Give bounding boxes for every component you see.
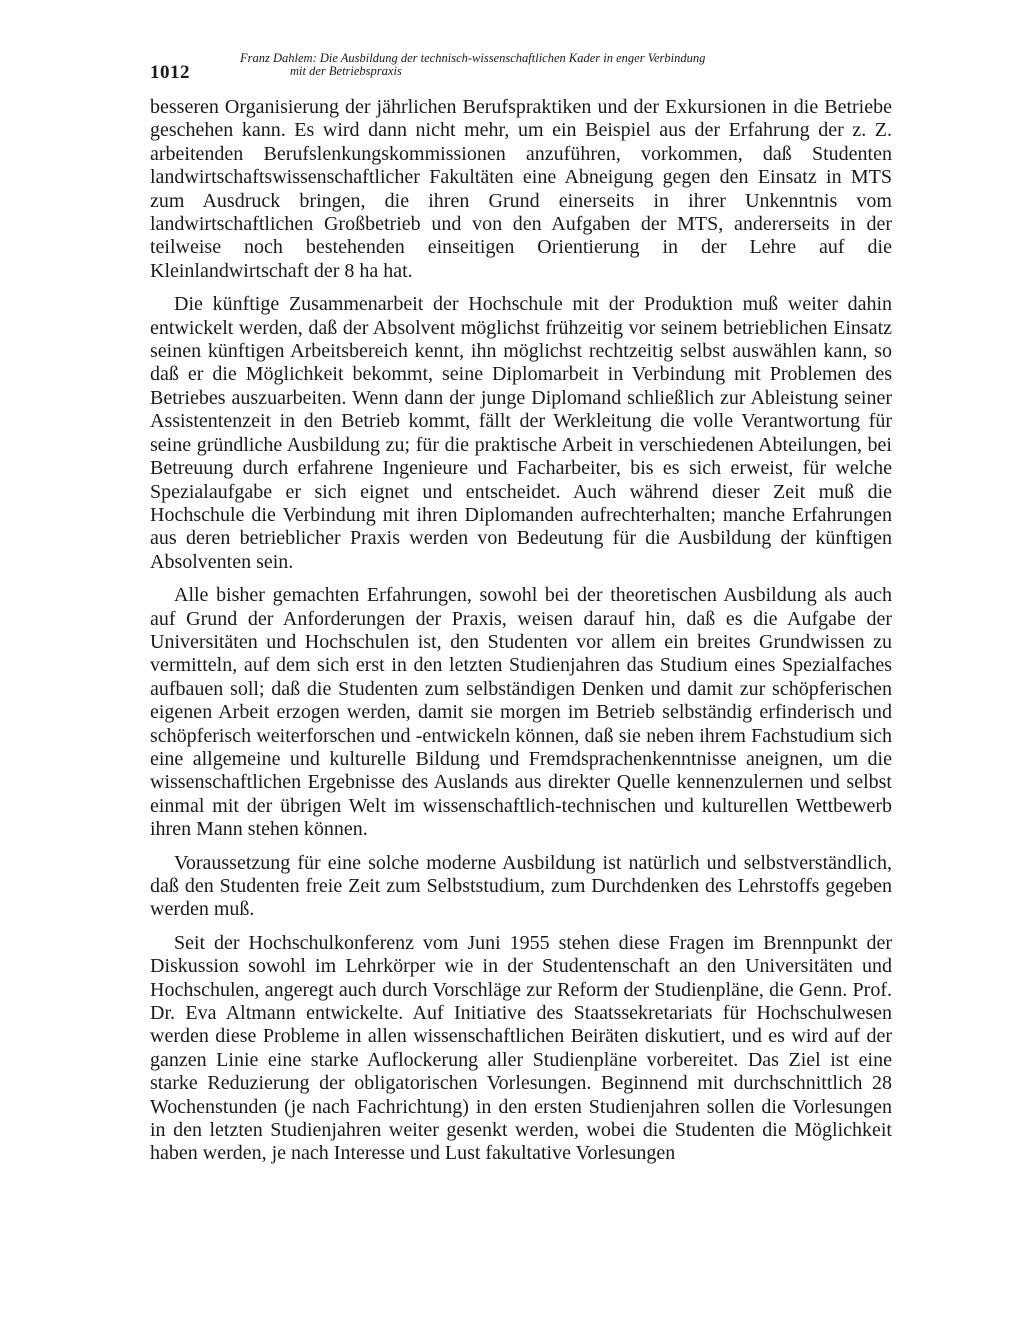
- running-head: [240, 52, 892, 78]
- page-number: 1012: [150, 62, 190, 83]
- paragraph: Seit der Hochschulkonferenz vom Juni 1955 stehen diese Fragen im Brennpunkt der Diskussion sowohl im Lehrkörper wie in der Studentenschaft an den Universitäten und Hochschulen, angeregt auch durch Vorschläge zur Reform der Studienpläne, die Genn. Prof. Dr. Eva Altmann entwickelte. Auf Initiative des Staatssekretariats für Hochschulwesen werden diese Probleme in allen wissenschaftlichen Beiräten diskutiert, und es wird auf der ganzen Linie eine starke Auflockerung aller Studienpläne vorbereitet. Das Ziel ist eine starke Reduzierung der obligatorischen Vorlesungen. Beginnend mit durchschnittlich 28 Wochenstunden (je nach Fachrichtung) in den ersten Studienjahren sollen die Vorlesungen in den letzten Studienjahren weiter gesenkt werden, wobei die Studenten die Möglichkeit haben werden, je nach Interesse und Lust fakultative Vorlesungen: [150, 931, 892, 1165]
- page-header: [150, 52, 892, 96]
- paragraph: Die künftige Zusammenarbeit der Hochschule mit der Produktion muß weiter dahin entwickelt werden, daß der Absolvent möglichst frühzeitig vor seinem betrieblichen Einsatz seinen künftigen Arbeitsbereich kennt, ihn möglichst rechtzeitig selbst auswählen kann, so daß er die Möglichkeit bekommt, seine Diplomarbeit in Verbindung mit Problemen des Betriebes auszuarbeiten. Wenn dann der junge Diplomand schließlich zur Ableistung seiner Assistentenzeit in den Betrieb kommt, fällt der Werkleitung die volle Verantwortung für seine gründliche Ausbildung zu; für die praktische Arbeit in verschiedenen Abteilungen, bei Betreuung durch erfahrene Ingenieure und Facharbeiter, bis es sich erweist, für welche Spezialaufgabe er sich eignet und entscheidet. Auch während dieser Zeit muß die Hochschule die Verbindung mit ihren Diplomanden aufrechterhalten; manche Erfahrungen aus deren betrieblicher Praxis werden von Bedeutung für die Ausbildung der künftigen Absolventen sein.: [150, 293, 892, 573]
- paragraph: besseren Organisierung der jährlichen Berufspraktiken und der Exkursionen in die Betriebe geschehen kann. Es wird dann nicht mehr, um ein Beispiel aus der Erfahrung der z. Z. arbeitenden Berufslenkungskommissionen anzuführen, vorkommen, daß Studenten landwirtschaftswissenschaftlicher Fakultäten eine Abneigung gegen den Einsatz in MTS zum Ausdruck bringen, die ihren Grund einerseits in ihrer Unkenntnis vom landwirtschaftlichen Großbetrieb und von den Aufgaben der MTS, andererseits in der teilweise noch bestehenden einseitigen Orientierung in der Lehre auf die Kleinlandwirtschaft der 8 ha hat.: [150, 96, 892, 282]
- document-page: [150, 52, 892, 1176]
- running-head-line2: mit der Betriebspraxis: [290, 64, 402, 78]
- body-text: [150, 96, 892, 1166]
- running-head-line1: Franz Dahlem: Die Ausbildung der technisch-wissenschaftlichen Kader in enger Verbindung: [240, 51, 706, 65]
- paragraph: Alle bisher gemachten Erfahrungen, sowohl bei der theoretischen Ausbildung als auch auf Grund der Anforderungen der Praxis, weisen darauf hin, daß es die Aufgabe der Universitäten und Hochschulen ist, den Studenten vor allem ein breites Grundwissen zu vermitteln, auf dem sich erst in den letzten Studienjahren das Studium eines Spezialfaches aufbauen soll; daß die Studenten zum selbständigen Denken und damit zur schöpferischen eigenen Arbeit erzogen werden, damit sie morgen im Betrieb selbständig erfinderisch und schöpferisch weiterforschen und -entwickeln können, daß sie neben ihrem Fachstudium sich eine allgemeine und kulturelle Bildung und Fremdsprachenkenntnisse aneignen, um die wissenschaftlichen Ergebnisse des Auslands aus direkter Quelle kennenzulernen und selbst einmal mit der übrigen Welt im wissenschaftlich-technischen und kulturellen Wettbewerb ihren Mann stehen können.: [150, 584, 892, 841]
- paragraph: Voraussetzung für eine solche moderne Ausbildung ist natürlich und selbstverständlich, daß den Studenten freie Zeit zum Selbststudium, zum Durchdenken des Lehrstoffs gegeben werden muß.: [150, 851, 892, 921]
